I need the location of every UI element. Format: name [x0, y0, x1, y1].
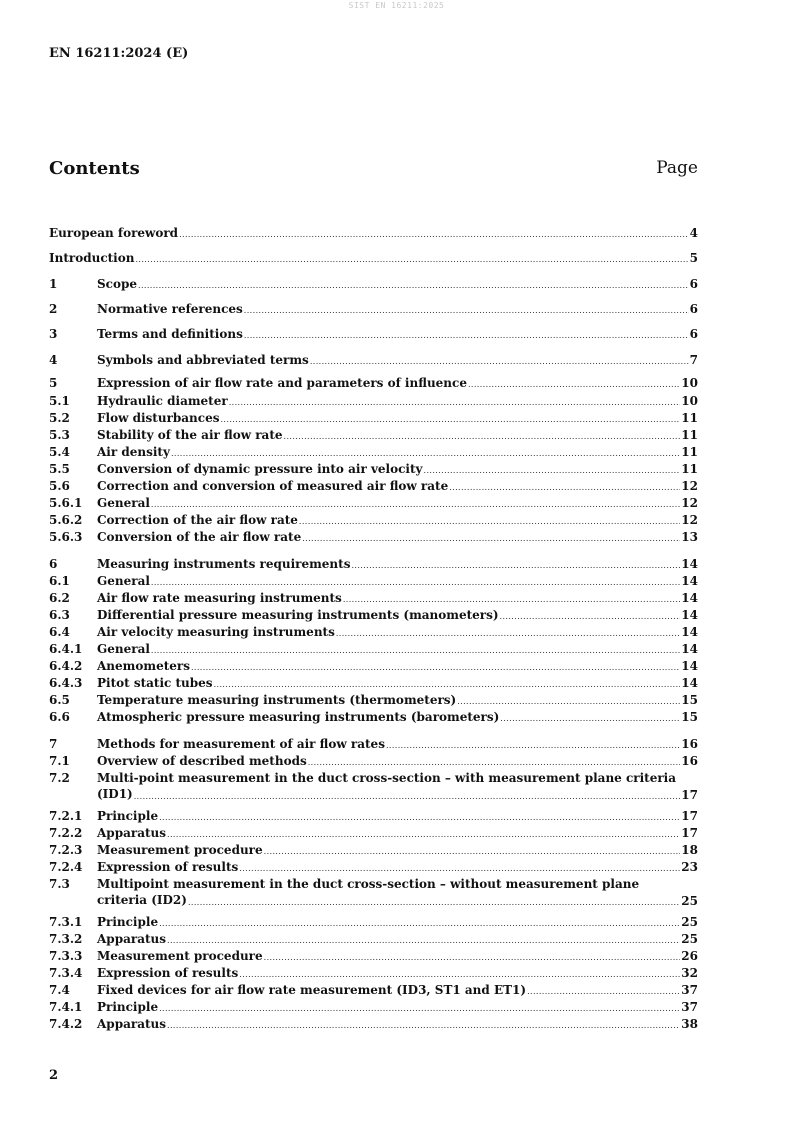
toc-entry[interactable]: [49, 590, 698, 606]
toc-entry-title: Correction of the air flow rate: [97, 513, 298, 527]
toc-entry-number: 7: [49, 737, 58, 751]
toc-entry-title: Air flow rate measuring instruments: [97, 591, 342, 605]
toc-entry[interactable]: [49, 641, 698, 657]
toc-entry-title: Scope: [97, 277, 138, 291]
toc-entry-page: 14: [681, 642, 698, 656]
toc-entry-number: 6.3: [49, 608, 70, 622]
toc-entry-title: Methods for measurement of air flow rates: [97, 737, 385, 751]
toc-entry-page: 18: [681, 843, 698, 857]
toc-entry-number: 7.2.3: [49, 843, 83, 857]
dot-leader: [159, 810, 680, 826]
toc-entry-page: 38: [681, 1017, 698, 1031]
toc-entry-title: Anemometers: [97, 659, 190, 673]
toc-entry-number: 5.5: [49, 462, 70, 476]
toc-entry-title: Introduction: [49, 251, 135, 265]
dot-leader: [308, 755, 681, 771]
dot-leader: [239, 967, 680, 983]
dot-leader: [500, 711, 680, 727]
dot-leader: [527, 984, 680, 1000]
toc-entry[interactable]: [49, 842, 698, 858]
toc-entry-number: 5.6.3: [49, 530, 83, 544]
toc-entry[interactable]: [49, 1016, 698, 1032]
toc-entry-page: 14: [681, 574, 698, 588]
toc-entry-title: Apparatus: [97, 1017, 166, 1031]
toc-entry-title: Apparatus: [97, 826, 166, 840]
toc-entry-title: Expression of results: [97, 860, 239, 874]
toc-entry-page: 14: [681, 676, 698, 690]
toc-entry-page: 7: [689, 353, 698, 367]
toc-entry-page: 16: [681, 737, 698, 751]
toc-entry-title: Multi-point measurement in the duct cross-section – with measurement plane criteria (ID1): [97, 771, 676, 801]
toc-entry-title: Correction and conversion of measured air flow rate: [97, 479, 449, 493]
toc-entry[interactable]: [49, 410, 698, 426]
toc-entry-number: 7.2.4: [49, 860, 83, 874]
toc-entry-number: 6.4.1: [49, 642, 83, 656]
toc-entry[interactable]: [49, 607, 698, 623]
dot-leader: [167, 933, 680, 949]
toc-entry-number: 7.2.2: [49, 826, 83, 840]
toc-entry-number: 7.3: [49, 877, 70, 891]
toc-entry-title: Conversion of dynamic pressure into air velocity: [97, 462, 423, 476]
dot-leader: [264, 844, 681, 860]
toc-entry-page: 17: [681, 809, 698, 823]
toc-entry-number: 5.4: [49, 445, 70, 459]
toc-entry-title: General: [97, 496, 150, 510]
toc-entry[interactable]: [49, 825, 698, 841]
toc-entry-title: General: [97, 574, 150, 588]
dot-leader: [343, 592, 680, 608]
dot-leader: [151, 497, 680, 513]
toc-entry-number: 2: [49, 302, 58, 316]
toc-entry-title: European foreword: [49, 226, 179, 240]
dot-leader: [239, 861, 680, 877]
toc-entry[interactable]: [49, 352, 698, 368]
toc-entry-title: Air velocity measuring instruments: [97, 625, 335, 639]
toc-entry-page: 17: [681, 788, 698, 802]
toc-entry-number: 6.4.2: [49, 659, 83, 673]
contents-header: [49, 158, 698, 182]
toc-entry-page: 5: [689, 251, 698, 265]
toc-entry-page: 32: [681, 966, 698, 980]
toc-entry[interactable]: [49, 965, 698, 981]
toc-entry-title: Fixed devices for air flow rate measurement (ID3, ST1 and ET1): [97, 983, 527, 997]
toc-entry[interactable]: [49, 478, 698, 494]
toc-entry-page: 14: [681, 608, 698, 622]
toc-entry[interactable]: [49, 658, 698, 674]
toc-entry-page: 14: [681, 625, 698, 639]
dot-leader: [500, 609, 681, 625]
toc-entry-title: Principle: [97, 915, 159, 929]
toc-entry-title: Conversion of the air flow rate: [97, 530, 302, 544]
toc-entry-page: 12: [681, 479, 698, 493]
dot-leader: [220, 412, 680, 428]
toc-entry-title: Differential pressure measuring instruments (manometers): [97, 608, 499, 622]
toc-entry-number: 7.3.2: [49, 932, 83, 946]
toc-entry[interactable]: [49, 301, 698, 317]
footer-page-number: 2: [49, 1068, 59, 1083]
dot-leader: [214, 677, 681, 693]
toc-entry[interactable]: [49, 948, 698, 964]
dot-leader: [188, 895, 680, 911]
page-column-label: Page: [656, 158, 698, 178]
toc-entry-page: 23: [681, 860, 698, 874]
toc-entry-page: 14: [681, 659, 698, 673]
dot-leader: [191, 660, 680, 676]
toc-entry[interactable]: [49, 876, 698, 910]
dot-leader: [244, 328, 689, 344]
toc-entry-title: Measurement procedure: [97, 843, 263, 857]
toc-entry-page: 25: [681, 894, 698, 908]
toc-entry-page: 12: [681, 513, 698, 527]
dot-leader: [167, 1018, 680, 1034]
toc-entry-title: Apparatus: [97, 932, 166, 946]
toc-entry[interactable]: [49, 675, 698, 691]
toc-entry[interactable]: [49, 556, 698, 572]
toc-entry[interactable]: [49, 736, 698, 752]
dot-leader: [457, 694, 680, 710]
toc-entry-number: 7.4.1: [49, 1000, 83, 1014]
dot-leader: [229, 395, 681, 411]
dot-leader: [244, 303, 689, 319]
toc-entry-title: Temperature measuring instruments (thermometers): [97, 693, 457, 707]
toc-entry-page: 4: [689, 226, 698, 240]
dot-leader: [310, 354, 689, 370]
toc-entry-page: 15: [681, 710, 698, 724]
toc-entry[interactable]: [49, 375, 698, 391]
toc-entry-title: Expression of air flow rate and parameters of influence: [97, 376, 467, 390]
toc-entry-page: 11: [681, 411, 698, 425]
toc-entry-page: 25: [681, 915, 698, 929]
toc-entry[interactable]: [49, 753, 698, 769]
toc-entry[interactable]: [49, 999, 698, 1015]
toc-entry-number: 4: [49, 353, 58, 367]
toc-entry-title: Measuring instruments requirements: [97, 557, 351, 571]
toc-entry-page: 11: [681, 428, 698, 442]
toc-entry-page: 11: [681, 445, 698, 459]
toc-entry-number: 5.6: [49, 479, 70, 493]
watermark: SIST EN 16211:2025: [348, 1, 445, 10]
toc-entry[interactable]: [49, 914, 698, 930]
toc-entry-page: 10: [681, 376, 698, 390]
dot-leader: [151, 575, 680, 591]
toc-entry-page: 11: [681, 462, 698, 476]
toc-entry-number: 6.5: [49, 693, 70, 707]
toc-entry-title: Overview of described methods: [97, 754, 307, 768]
dot-leader: [159, 916, 680, 932]
toc-entry-page: 17: [681, 826, 698, 840]
dot-leader: [299, 514, 680, 530]
dot-leader: [386, 738, 680, 754]
toc-entry-title: Hydraulic diameter: [97, 394, 228, 408]
dot-leader: [134, 789, 681, 805]
toc-entry-number: 1: [49, 277, 58, 291]
toc-entry-title: Expression of results: [97, 966, 239, 980]
dot-leader: [351, 558, 680, 574]
toc-entry-title: General: [97, 642, 150, 656]
contents-title: Contents: [49, 158, 140, 179]
toc-entry[interactable]: [49, 859, 698, 875]
toc-entry-page: 12: [681, 496, 698, 510]
toc-entry-page: 14: [681, 557, 698, 571]
dot-leader: [167, 827, 680, 843]
toc-entry-number: 6: [49, 557, 58, 571]
toc-entry[interactable]: [49, 461, 698, 477]
dot-leader: [284, 429, 681, 445]
dot-leader: [151, 643, 680, 659]
toc-entry[interactable]: [49, 770, 698, 804]
toc-entry-title: Terms and definitions: [97, 327, 243, 341]
toc-entry-number: 7.2.1: [49, 809, 83, 823]
toc-entry-number: 6.1: [49, 574, 70, 588]
toc-entry-title: Pitot static tubes: [97, 676, 213, 690]
toc-entry-number: 7.3.1: [49, 915, 83, 929]
toc-entry-title: Flow disturbances: [97, 411, 220, 425]
toc-entry-page: 14: [681, 591, 698, 605]
dot-leader: [336, 626, 680, 642]
toc-entry[interactable]: [49, 276, 698, 292]
toc-entry-number: 5.1: [49, 394, 70, 408]
toc-entry[interactable]: [49, 529, 698, 545]
toc-entry-page: 13: [681, 530, 698, 544]
toc-entry-number: 7.4: [49, 983, 70, 997]
toc-entry-title: Atmospheric pressure measuring instruments (barometers): [97, 710, 500, 724]
document-id: EN 16211:2024 (E): [49, 46, 189, 61]
toc-entry-title: Normative references: [97, 302, 243, 316]
dot-leader: [179, 227, 689, 243]
toc-entry-page: 37: [681, 1000, 698, 1014]
dot-leader: [424, 463, 681, 479]
toc-entry-number: 5.3: [49, 428, 70, 442]
toc-entry[interactable]: [49, 573, 698, 589]
toc-entry-page: 15: [681, 693, 698, 707]
toc-entry-number: 6.4: [49, 625, 70, 639]
toc-entry-page: 16: [681, 754, 698, 768]
dot-leader: [159, 1001, 680, 1017]
dot-leader: [468, 377, 680, 393]
toc-entry[interactable]: [49, 512, 698, 528]
toc-entry-number: 6.4.3: [49, 676, 83, 690]
toc-entry[interactable]: [49, 624, 698, 640]
dot-leader: [449, 480, 680, 496]
toc-entry[interactable]: [49, 250, 698, 266]
toc-entry-title: Principle: [97, 1000, 159, 1014]
toc-entry[interactable]: [49, 709, 698, 725]
dot-leader: [171, 446, 680, 462]
toc-entry-title: Principle: [97, 809, 159, 823]
toc-entry-title: Air density: [97, 445, 170, 459]
toc-entry[interactable]: [49, 495, 698, 511]
toc-entry-title: Stability of the air flow rate: [97, 428, 283, 442]
toc-entry-number: 7.2: [49, 771, 70, 785]
toc-entry-title: Measurement procedure: [97, 949, 263, 963]
dot-leader: [264, 950, 681, 966]
toc-entry-number: 3: [49, 327, 58, 341]
toc-entry-title: Symbols and abbreviated terms: [97, 353, 309, 367]
toc-entry[interactable]: [49, 931, 698, 947]
toc-entry-page: 6: [689, 327, 698, 341]
toc-entry-number: 5.6.2: [49, 513, 83, 527]
dot-leader: [302, 531, 680, 547]
toc-entry-number: 5.2: [49, 411, 70, 425]
toc-entry-title: Multipoint measurement in the duct cross-section – without measurement plane criteria (ID2): [97, 877, 640, 907]
dot-leader: [135, 252, 688, 268]
toc-entry-number: 6.2: [49, 591, 70, 605]
toc-entry[interactable]: [49, 393, 698, 409]
toc-entry-number: 5: [49, 376, 58, 390]
toc-entry-page: 25: [681, 932, 698, 946]
toc-entry[interactable]: [49, 427, 698, 443]
toc-entry-number: 6.6: [49, 710, 70, 724]
toc-entry[interactable]: [49, 692, 698, 708]
toc-entry-page: 6: [689, 302, 698, 316]
toc-entry[interactable]: [49, 808, 698, 824]
toc-entry-number: 7.3.4: [49, 966, 83, 980]
toc-entry[interactable]: [49, 225, 698, 241]
toc-entry-page: 37: [681, 983, 698, 997]
toc-entry-page: 10: [681, 394, 698, 408]
toc-entry-page: 6: [689, 277, 698, 291]
toc-entry-number: 7.1: [49, 754, 70, 768]
toc-entry-number: 7.4.2: [49, 1017, 83, 1031]
dot-leader: [138, 278, 689, 294]
toc-entry-page: 26: [681, 949, 698, 963]
toc-entry[interactable]: [49, 444, 698, 460]
toc-entry-number: 5.6.1: [49, 496, 83, 510]
toc-entry-number: 7.3.3: [49, 949, 83, 963]
toc-entry[interactable]: [49, 982, 698, 998]
toc-entry[interactable]: [49, 326, 698, 342]
